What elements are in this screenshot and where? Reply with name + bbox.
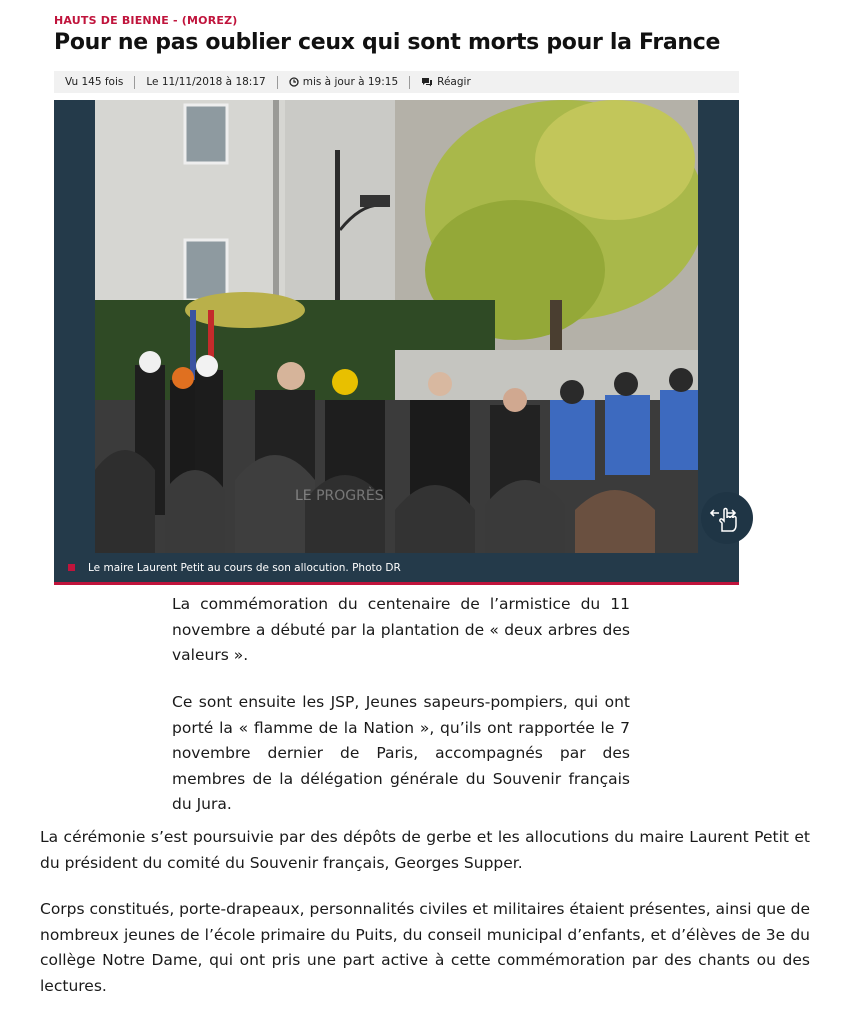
comment-icon <box>421 77 433 87</box>
article-title: Pour ne pas oublier ceux qui sont morts pour la France <box>54 30 721 55</box>
react-text: Réagir <box>437 75 471 88</box>
ceremony-scene <box>95 100 698 553</box>
article-kicker[interactable]: HAUTS DE BIENNE - (MOREZ) <box>54 14 238 27</box>
ceremony-photo <box>95 100 698 553</box>
date-text: Le 11/11/2018 à 18:17 <box>146 75 266 88</box>
article-paragraph-3: La cérémonie s’est poursuivie par des dépôts de gerbe et les allocutions du maire Laurent Petit et du président du comité du Souvenir français, Georges Supper. <box>40 828 810 872</box>
updated-text: mis à jour à 19:15 <box>302 75 399 88</box>
article-paragraph-4: Corps constitués, porte-drapeaux, personnalités civiles et militaires étaient présentes, ainsi que de nombreux jeunes de l’école primaire du Puits, du conseil municipal d’enfants, et d’élèves de 3e du collège Notre Dame, qui ont pris une part active à cette commémoration par des chants ou des lectures. <box>40 900 810 995</box>
article-paragraph-1: La commémoration du centenaire de l’armistice du 11 novembre a débuté par la plantation de « deux arbres des valeurs ». <box>172 595 630 664</box>
photo-caption: Le maire Laurent Petit au cours de son allocution. Photo DR <box>88 561 401 574</box>
photo-bottom-rule <box>54 582 739 585</box>
views-count <box>54 76 135 89</box>
article-paragraph-2: Ce sont ensuite les JSP, Jeunes sapeurs-pompiers, qui ont porté la « flamme de la Nation », qu’ils ont rapportée le 7 novembre dernier de Paris, accompagnés par des membres de la délégation générale du Souvenir français du Jura. <box>172 693 630 813</box>
publish-date <box>135 76 277 89</box>
article-photo[interactable] <box>54 100 739 582</box>
update-time <box>278 76 410 89</box>
swipe-hand-icon[interactable] <box>701 492 753 544</box>
hand-gesture-icon <box>710 501 744 535</box>
views-text: Vu 145 fois <box>65 75 124 88</box>
article-meta-bar <box>54 71 739 93</box>
photo-watermark: LE PROGRÈS <box>295 488 384 504</box>
caption-marker <box>68 564 75 571</box>
photo-caption-bar <box>54 553 739 582</box>
clock-icon <box>289 77 299 87</box>
react-link[interactable] <box>410 76 482 89</box>
